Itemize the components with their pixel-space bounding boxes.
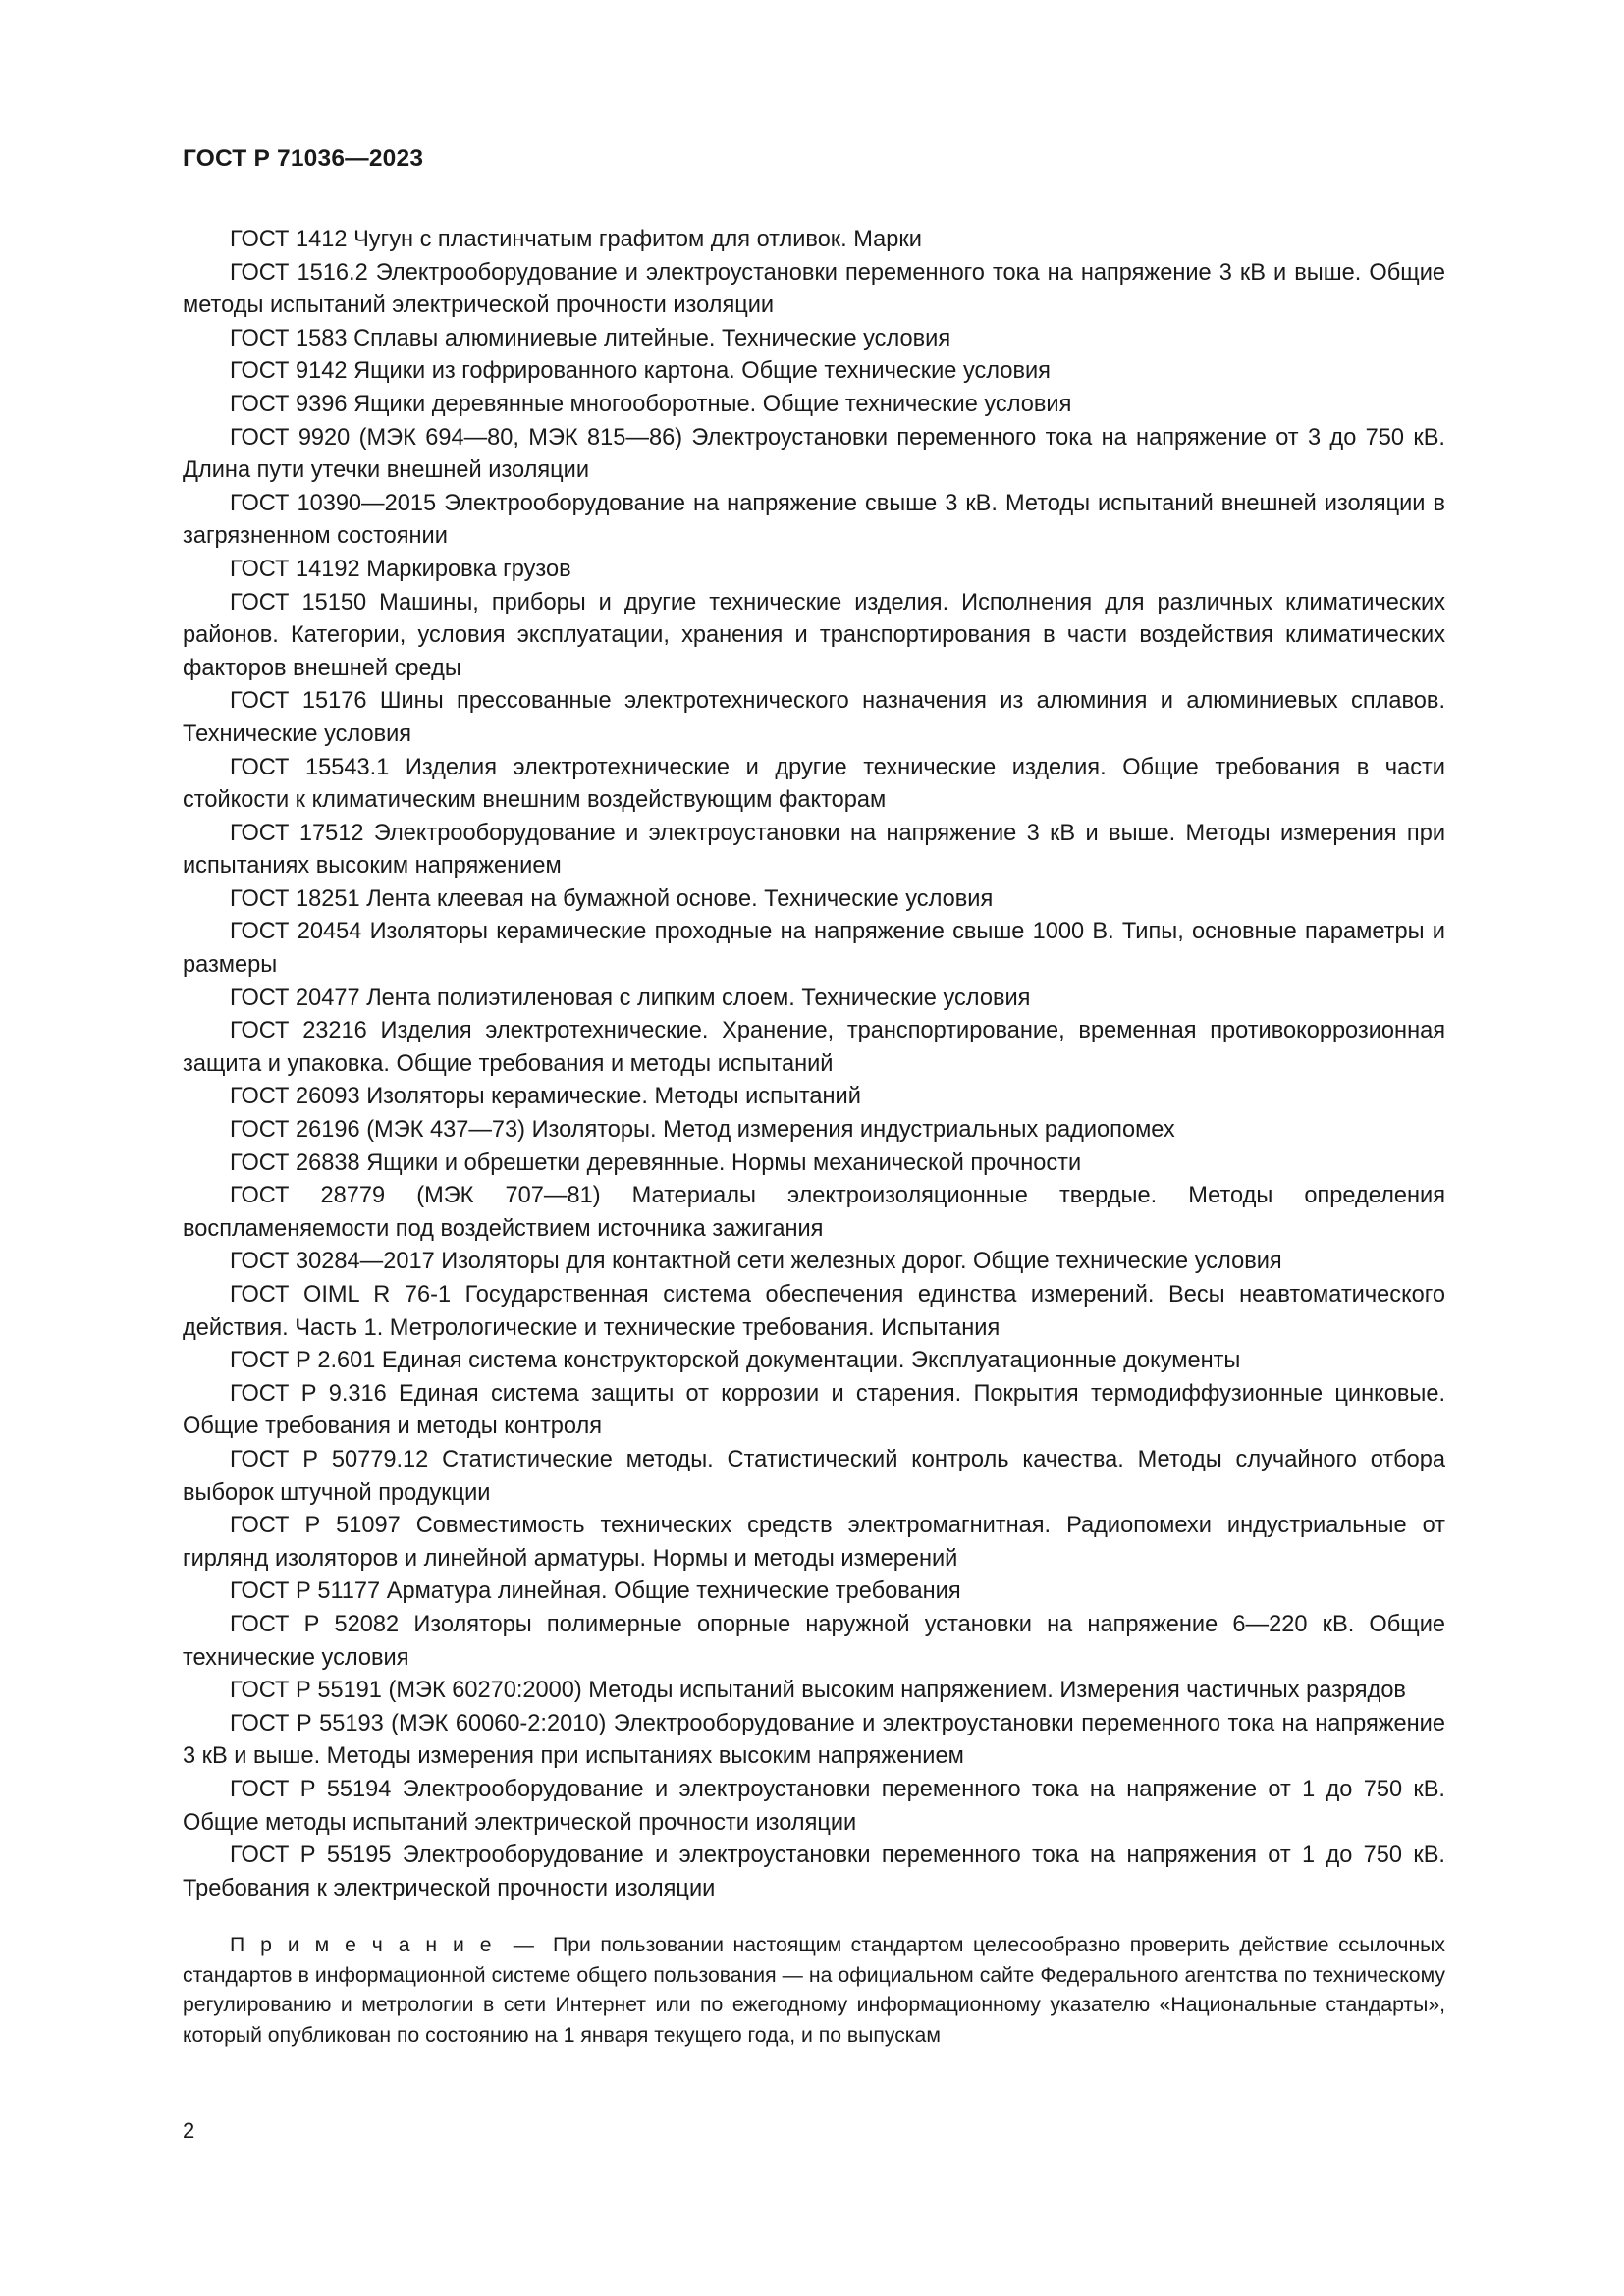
list-item: ГОСТ 20454 Изоляторы керамические проходные на напряжение свыше 1000 В. Типы, основные параметры и размеры xyxy=(183,919,1445,979)
references-list xyxy=(183,224,1445,2071)
list-item: ГОСТ 15150 Машины, приборы и другие технические изделия. Исполнения для различных климатических районов. Категории, условия эксплуатации, хранения и транспортирования в части воздействия климатических факторов внешней среды xyxy=(183,589,1445,681)
list-item: ГОСТ Р 51097 Совместимость технических средств электромагнитная. Радиопомехи индустриальные от гирлянд изоляторов и линейной арматуры. Нормы и методы измерений xyxy=(183,1513,1445,1572)
list-item: ГОСТ 18251 Лента клеевая на бумажной основе. Технические условия xyxy=(230,885,994,912)
list-item: ГОСТ Р 9.316 Единая система защиты от коррозии и старения. Покрытия термодиффузионные цинковые. Общие требования и методы контроля xyxy=(183,1380,1445,1440)
list-item: ГОСТ 30284—2017 Изоляторы для контактной сети железных дорог. Общие технические условия xyxy=(230,1249,1282,1275)
list-item: ГОСТ 10390—2015 Электрооборудование на напряжение свыше 3 кВ. Методы испытаний внешней изоляции в загрязненном состоянии xyxy=(183,490,1445,550)
list-item: ГОСТ 14192 Маркировка грузов xyxy=(230,556,571,582)
list-item: ГОСТ 26838 Ящики и обрешетки деревянные. Нормы механической прочности xyxy=(230,1149,1082,1176)
list-item: ГОСТ 1516.2 Электрооборудование и электроустановки переменного тока на напряжение 3 кВ и выше. Общие методы испытаний электрической прочности изоляции xyxy=(183,259,1445,319)
list-item: ГОСТ 17512 Электрооборудование и электроустановки на напряжение 3 кВ и выше. Методы измерения при испытаниях высоким напряжением xyxy=(183,820,1445,880)
list-item: ГОСТ Р 55191 (МЭК 60270:2000) Методы испытаний высоким напряжением. Измерения частичных разрядов xyxy=(230,1678,1406,1704)
list-item: ГОСТ 26093 Изоляторы керамические. Методы испытаний xyxy=(230,1084,861,1110)
list-item: ГОСТ 23216 Изделия электротехнические. Хранение, транспортирование, временная противокоррозионная защита и упаковка. Общие требования и методы испытаний xyxy=(183,1018,1445,1077)
list-item: ГОСТ Р 2.601 Единая система конструкторской документации. Эксплуатационные документы xyxy=(230,1348,1241,1374)
list-item: ГОСТ 28779 (МЭК 707—81) Материалы электроизоляционные твердые. Методы определения воспламеняемости под воздействием источника зажигания xyxy=(183,1183,1445,1242)
list-item: ГОСТ Р 50779.12 Статистические методы. Статистический контроль качества. Методы случайного отбора выборок штучной продукции xyxy=(183,1446,1445,1506)
note-label: П р и м е ч а н и е xyxy=(230,1934,495,1957)
list-item: ГОСТ 9920 (МЭК 694—80, МЭК 815—86) Электроустановки переменного тока на напряжение от 3 до 750 кВ. Длина пути утечки внешней изоляции xyxy=(183,424,1445,484)
note-dash: — xyxy=(513,1934,534,1957)
list-item: ГОСТ Р 51177 Арматура линейная. Общие технические требования xyxy=(230,1578,961,1605)
list-item: ГОСТ 26196 (МЭК 437—73) Изоляторы. Метод измерения индустриальных радиопомех xyxy=(230,1117,1175,1144)
list-item: ГОСТ Р 55193 (МЭК 60060-2:2010) Электрооборудование и электроустановки переменного тока на напряжение 3 кВ и выше. Методы измерения при испытаниях высоким напряжением xyxy=(183,1710,1445,1770)
list-item: ГОСТ 20477 Лента полиэтиленовая с липким слоем. Технические условия xyxy=(230,985,1031,1011)
page-number: 2 xyxy=(183,2118,195,2143)
note-text: При пользовании настоящим стандартом целесообразно проверить действие ссылочных стандартов в информационной системе общего пользования — на официальном сайте Федерального агентства по техническому регулированию и метрологии в сети Интернет или по ежегодному информационному указателю «Национальные стандарты», который опубликован по состоянию на 1 января текущего года, и по выпускам xyxy=(183,1934,1445,2047)
list-item: ГОСТ Р 55194 Электрооборудование и электроустановки переменного тока на напряжение от 1 до 750 кВ. Общие методы испытаний электрической прочности изоляции xyxy=(183,1776,1445,1836)
list-item: ГОСТ 1412 Чугун с пластинчатым графитом для отливок. Марки xyxy=(230,227,922,252)
list-item: ГОСТ 15176 Шины прессованные электротехнического назначения из алюминия и алюминиевых сплавов. Технические условия xyxy=(183,688,1445,747)
page-header: ГОСТ Р 71036—2023 xyxy=(183,145,424,172)
list-item: ГОСТ Р 55195 Электрооборудование и электроустановки переменного тока на напряжения от 1 до 750 кВ. Требования к электрической прочности изоляции xyxy=(183,1842,1445,1901)
list-item: ГОСТ OIML R 76-1 Государственная система обеспечения единства измерений. Весы неавтоматического действия. Часть 1. Метрологические и технические требования. Испытания xyxy=(183,1282,1445,1341)
list-item: ГОСТ 9396 Ящики деревянные многооборотные. Общие технические условия xyxy=(230,391,1072,417)
list-item: ГОСТ 15543.1 Изделия электротехнические и другие технические изделия. Общие требования в части стойкости к климатическим внешним воздействующим факторам xyxy=(183,754,1445,814)
note-paragraph xyxy=(183,1931,1445,2051)
list-item: ГОСТ 9142 Ящики из гофрированного картона. Общие технические условия xyxy=(230,358,1051,385)
list-item: ГОСТ 1583 Сплавы алюминиевые литейные. Технические условия xyxy=(230,325,951,351)
list-item: ГОСТ Р 52082 Изоляторы полимерные опорные наружной установки на напряжение 6—220 кВ. Общие технические условия xyxy=(183,1611,1445,1671)
